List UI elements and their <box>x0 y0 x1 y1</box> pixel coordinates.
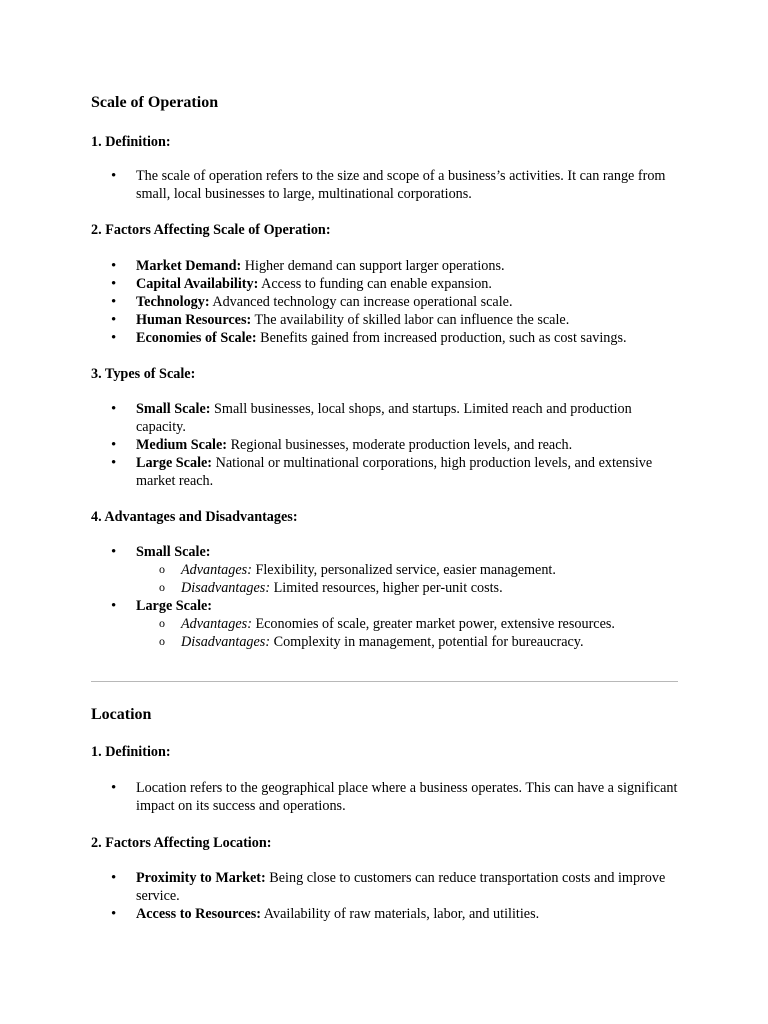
section-title-location: Location <box>91 706 152 723</box>
item-text: Access to funding can enable expansion. <box>258 276 492 292</box>
sub-list-item <box>136 579 681 597</box>
disadvantages-label: Disadvantages: <box>181 580 271 596</box>
location-definition-list <box>91 779 681 815</box>
item-label: Large Scale: <box>136 598 213 614</box>
item-text: Regional businesses, moderate production levels, and reach. <box>227 437 573 453</box>
list-item <box>91 329 681 347</box>
advantages-label: Advantages: <box>181 562 252 578</box>
sub-list-item <box>136 561 681 579</box>
disadvantages-label: Disadvantages: <box>181 634 271 650</box>
item-text: Limited resources, higher per-unit costs. <box>270 580 503 596</box>
item-text: National or multinational corporations, high production levels, and extensive market reach. <box>136 455 653 489</box>
item-text: The availability of skilled labor can influence the scale. <box>251 312 570 328</box>
scale-adv-list <box>91 543 681 651</box>
scale-factors-heading: 2. Factors Affecting Scale of Operation: <box>91 222 331 238</box>
item-text: Flexibility, personalized service, easier management. <box>251 562 556 578</box>
scale-types-heading: 3. Types of Scale: <box>91 366 196 382</box>
list-item <box>91 869 681 905</box>
sub-list <box>136 561 681 597</box>
item-text: Higher demand can support larger operations. <box>241 258 505 274</box>
advantages-label: Advantages: <box>181 616 252 632</box>
item-label: Proximity to Market: <box>136 870 266 886</box>
item-text: Being close to customers can reduce transportation costs and improve service. <box>136 870 666 904</box>
item-text: Economies of scale, greater market power, extensive resources. <box>251 616 615 632</box>
location-definition-text: Location refers to the geographical place where a business operates. This can have a significant impact on its success and operations. <box>136 780 678 814</box>
list-item <box>91 779 681 815</box>
item-label: Economies of Scale: <box>136 330 257 346</box>
list-item <box>91 311 681 329</box>
list-item <box>91 293 681 311</box>
item-label: Human Resources: <box>136 312 252 328</box>
item-text: Advanced technology can increase operational scale. <box>209 294 513 310</box>
list-item <box>91 257 681 275</box>
sub-list-item <box>136 633 681 651</box>
list-item <box>91 454 681 490</box>
list-item <box>91 436 681 454</box>
item-text: Availability of raw materials, labor, and utilities. <box>261 906 540 922</box>
item-label: Medium Scale: <box>136 437 228 453</box>
item-text: Benefits gained from increased production, such as cost savings. <box>256 330 627 346</box>
item-text: Small businesses, local shops, and startups. Limited reach and production capacity. <box>136 401 632 435</box>
section-divider <box>91 681 678 682</box>
item-label: Large Scale: <box>136 455 213 471</box>
item-label: Capital Availability: <box>136 276 259 292</box>
location-factors-heading: 2. Factors Affecting Location: <box>91 835 272 851</box>
item-label: Technology: <box>136 294 210 310</box>
item-text: Complexity in management, potential for bureaucracy. <box>270 634 584 650</box>
scale-types-list <box>91 400 681 490</box>
list-item <box>91 543 681 597</box>
item-label: Market Demand: <box>136 258 242 274</box>
list-item <box>91 905 681 923</box>
list-item <box>91 275 681 293</box>
scale-adv-heading: 4. Advantages and Disadvantages: <box>91 509 298 525</box>
item-label: Small Scale: <box>136 401 211 417</box>
sub-list-item <box>136 615 681 633</box>
list-item <box>91 400 681 436</box>
location-definition-heading: 1. Definition: <box>91 744 171 760</box>
location-factors-list <box>91 869 681 923</box>
scale-definition-list <box>91 167 681 203</box>
item-label: Access to Resources: <box>136 906 262 922</box>
list-item <box>91 597 681 651</box>
sub-list <box>136 615 681 651</box>
item-label: Small Scale: <box>136 544 211 560</box>
list-item <box>91 167 681 203</box>
section-title-scale: Scale of Operation <box>91 94 219 111</box>
scale-definition-text: The scale of operation refers to the size and scope of a business’s activities. It can range from small, local businesses to large, multinational corporations. <box>136 168 666 202</box>
scale-factors-list <box>91 257 681 347</box>
scale-definition-heading: 1. Definition: <box>91 134 171 150</box>
